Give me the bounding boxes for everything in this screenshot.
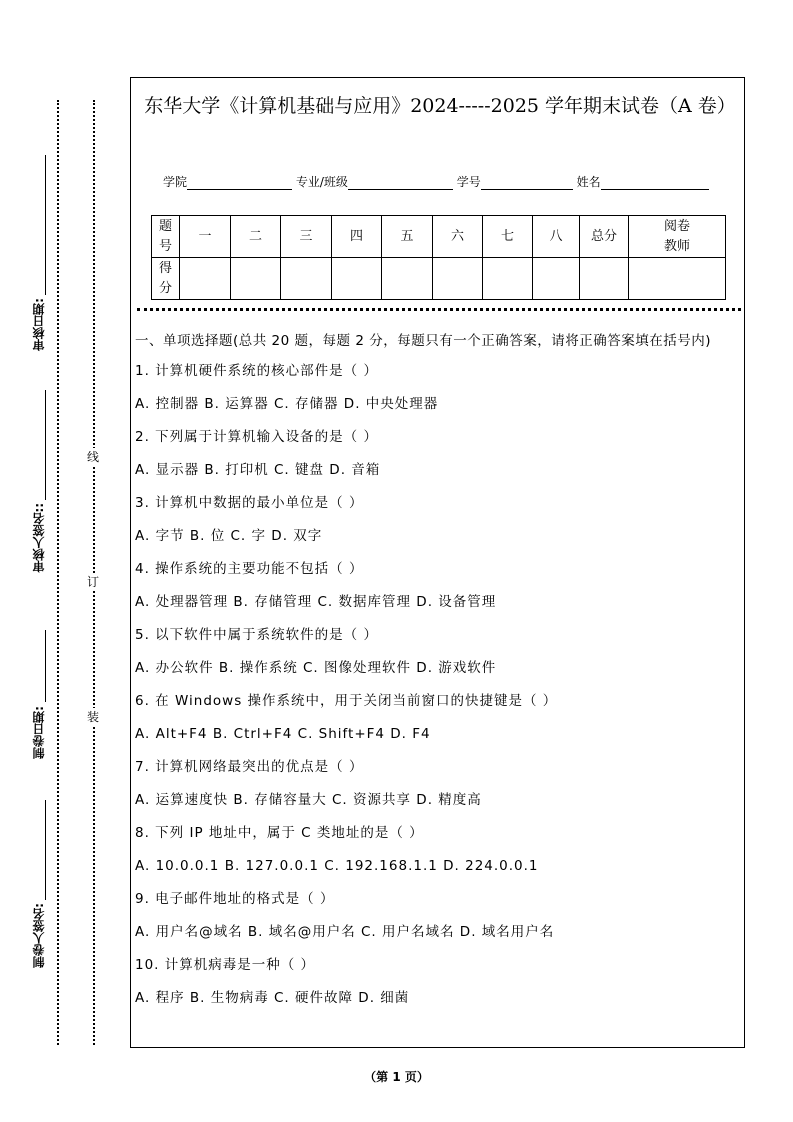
header-divider <box>137 308 741 311</box>
score-cell[interactable] <box>332 258 382 300</box>
table-cell: 八 <box>533 216 580 258</box>
question-options: A. 控制器 B. 运算器 C. 存储器 D. 中央处理器 <box>135 396 439 412</box>
table-cell: 六 <box>433 216 483 258</box>
question-text: 8. 下列 IP 地址中，属于 C 类地址的是（ ） <box>135 825 424 841</box>
score-table-header-row <box>152 216 726 258</box>
question-text: 7. 计算机网络最突出的优点是（ ） <box>135 759 364 775</box>
table-cell: 题号 <box>152 216 180 258</box>
student-id-label: 学号 <box>456 175 481 189</box>
table-cell: 五 <box>382 216 433 258</box>
table-cell: 三 <box>281 216 332 258</box>
question-text: 4. 操作系统的主要功能不包括（ ） <box>135 561 364 577</box>
review-date-line <box>45 155 46 295</box>
exam-title: 东华大学《计算机基础与应用》2024-----2025 学年期末试卷（A 卷） <box>144 95 736 117</box>
table-cell: 阅卷教师 <box>629 216 726 258</box>
maker-sign-label: 制卷人签名: <box>32 903 46 968</box>
table-cell: 二 <box>231 216 281 258</box>
question-options: A. 程序 B. 生物病毒 C. 硬件故障 D. 细菌 <box>135 990 410 1006</box>
question-options: A. 运算速度快 B. 存储容量大 C. 资源共享 D. 精度高 <box>135 792 482 808</box>
question-text: 2. 下列属于计算机输入设备的是（ ） <box>135 429 378 445</box>
binding-char-line: 线 <box>87 450 100 464</box>
student-info-row <box>163 173 723 190</box>
question-options: A. 显示器 B. 打印机 C. 键盘 D. 音箱 <box>135 462 381 478</box>
name-label: 姓名 <box>576 175 601 189</box>
binding-char-fold: 装 <box>87 710 100 724</box>
reviewer-sign-line <box>45 390 46 500</box>
review-date-label: 审核日期: <box>32 298 46 351</box>
question-section <box>135 330 743 1021</box>
question-text: 10. 计算机病毒是一种（ ） <box>135 957 316 973</box>
question-text: 9. 电子邮件地址的格式是（ ） <box>135 891 335 907</box>
score-cell[interactable] <box>382 258 433 300</box>
reviewer-sign-label: 审核人签名:: <box>32 503 46 573</box>
question-text: 3. 计算机中数据的最小单位是（ ） <box>135 495 364 511</box>
make-date-line <box>45 630 46 702</box>
score-cell[interactable] <box>281 258 332 300</box>
question-options: A. 处理器管理 B. 存储管理 C. 数据库管理 D. 设备管理 <box>135 594 497 610</box>
score-cell[interactable] <box>483 258 533 300</box>
question-options: A. 用户名@域名 B. 域名@用户名 C. 用户名域名 D. 域名用户名 <box>135 924 555 940</box>
question-options: A. Alt+F4 B. Ctrl+F4 C. Shift+F4 D. F4 <box>135 726 431 742</box>
make-date-label: 制卷日期: <box>32 706 46 759</box>
margin-dotted-line-outer <box>57 100 59 1045</box>
question-options: A. 10.0.0.1 B. 127.0.0.1 C. 192.168.1.1 D. 224.0.0.1 <box>135 858 539 874</box>
score-cell[interactable] <box>433 258 483 300</box>
table-cell: 一 <box>180 216 231 258</box>
score-table <box>151 215 726 300</box>
score-cell[interactable] <box>180 258 231 300</box>
binding-char-staple: 订 <box>87 575 100 589</box>
score-table-score-row <box>152 258 726 300</box>
question-text: 5. 以下软件中属于系统软件的是（ ） <box>135 627 378 643</box>
major-class-label: 专业/班级 <box>295 175 348 189</box>
score-cell[interactable] <box>231 258 281 300</box>
maker-sign-line <box>45 800 46 900</box>
section-heading: 一、单项选择题(总共 20 题，每题 2 分，每题只有一个正确答案，请将正确答案填在括号内) <box>135 333 711 349</box>
name-field[interactable] <box>601 175 709 190</box>
college-field[interactable] <box>187 175 292 190</box>
table-cell: 总分 <box>580 216 629 258</box>
table-cell: 七 <box>483 216 533 258</box>
page-number: （第 1 页） <box>364 1070 429 1084</box>
score-cell[interactable] <box>580 258 629 300</box>
score-cell[interactable] <box>629 258 726 300</box>
question-options: A. 字节 B. 位 C. 字 D. 双字 <box>135 528 323 544</box>
table-cell: 得分 <box>152 258 180 300</box>
student-id-field[interactable] <box>481 175 573 190</box>
question-text: 6. 在 Windows 操作系统中，用于关闭当前窗口的快捷键是（ ） <box>135 693 558 709</box>
score-cell[interactable] <box>533 258 580 300</box>
table-cell: 四 <box>332 216 382 258</box>
college-label: 学院 <box>163 175 188 189</box>
major-class-field[interactable] <box>348 175 453 190</box>
question-options: A. 办公软件 B. 操作系统 C. 图像处理软件 D. 游戏软件 <box>135 660 497 676</box>
question-text: 1. 计算机硬件系统的核心部件是（ ） <box>135 363 378 379</box>
